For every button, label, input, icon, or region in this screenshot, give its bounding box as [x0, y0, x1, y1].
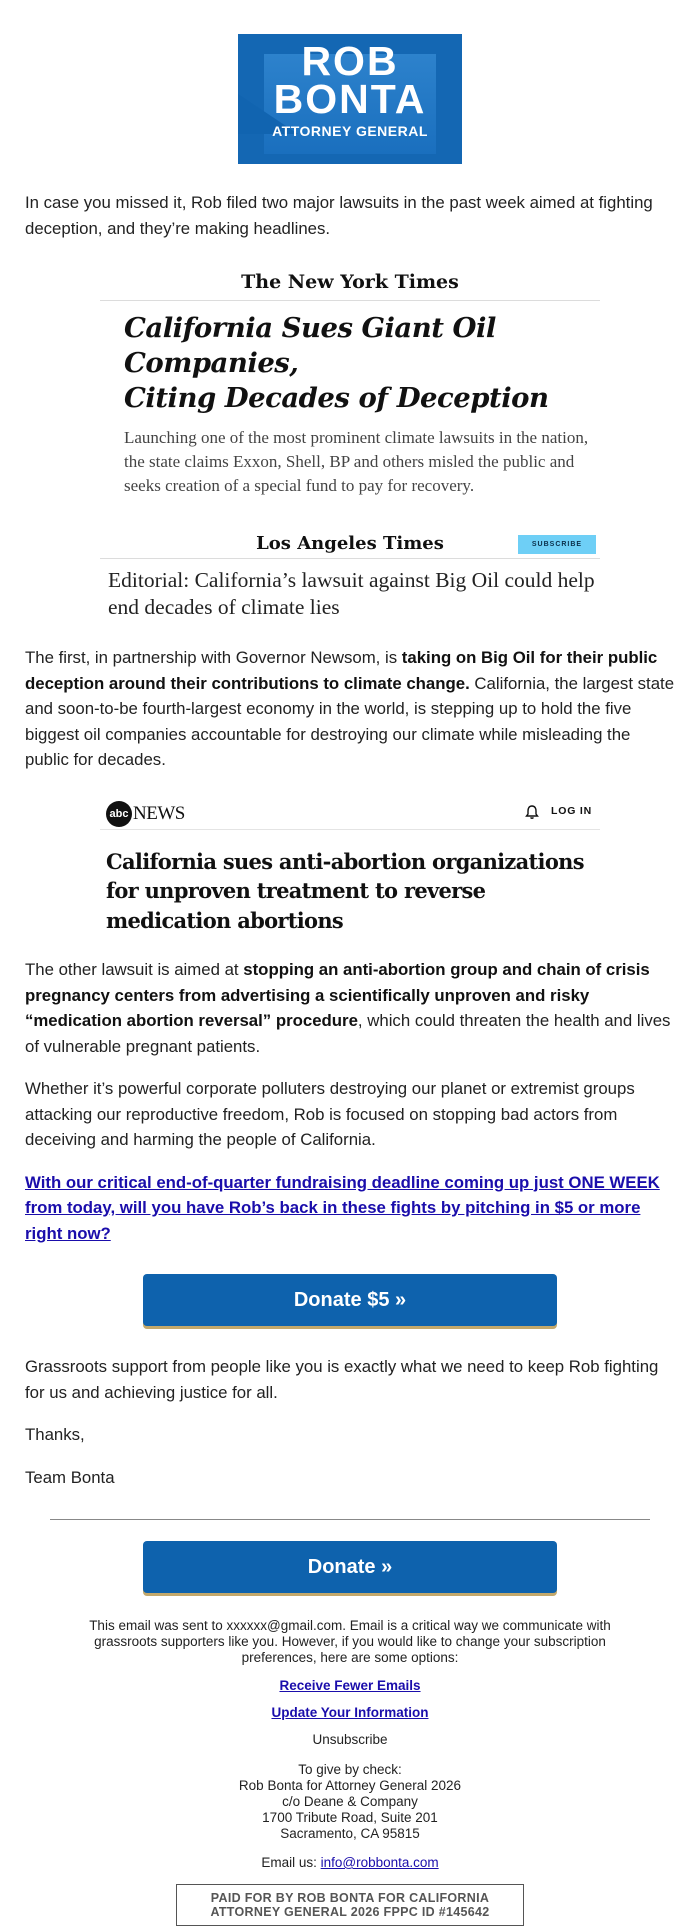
paragraph-grassroots: Grassroots support from people like you is exactly what we need to keep Rob fighting for us and achieving justice for all.	[25, 1357, 659, 1402]
bell-icon	[524, 804, 540, 820]
abc-headline-line2: for unproven treatment to reverse	[106, 878, 486, 903]
abc-news-header	[100, 795, 600, 829]
nyt-masthead: The New York Times	[241, 271, 459, 293]
logo-line-attorney-general: ATTORNEY GENERAL	[272, 123, 428, 139]
paragraph-big-oil-c: California, the largest state and soon-to-be fourth-largest economy in the world, is stepping up to hold the five biggest oil companies accountable for destroying our climate while misleading the public for decades.	[25, 673, 675, 769]
footer-fewer-row	[0, 1678, 700, 1694]
paragraph-big-oil	[0, 645, 700, 773]
nyt-headline-line1: California Sues Giant Oil Companies,	[124, 312, 496, 379]
intro-paragraph: In case you missed it, Rob filed two major lawsuits in the past week aimed at fighting deception, and they’re making headlines.	[25, 193, 653, 238]
abc-headline-line1: California sues anti-abortion organizations	[106, 848, 584, 874]
donate-5-button[interactable]: Donate $5 »	[143, 1274, 557, 1326]
email-us-label: Email us:	[261, 1855, 321, 1870]
latimes-clipping	[100, 532, 600, 621]
check-line-3: c/o Deane & Company	[282, 1794, 418, 1809]
latimes-masthead: Los Angeles Times	[256, 533, 444, 554]
nyt-headline-line2: Citing Decades of Deception	[124, 382, 549, 414]
paid-for-disclaimer	[176, 1884, 524, 1926]
paragraph-abortion-bold: stopping an anti-abortion group and chain of crisis pregnancy centers from advertising a scientifically unproven and risky “medication abortion reversal” procedure	[25, 960, 650, 1030]
check-address-block	[0, 1762, 700, 1842]
abc-login-label: LOG IN	[551, 804, 592, 817]
donate-button[interactable]: Donate »	[143, 1541, 557, 1593]
abc-headline	[106, 847, 600, 936]
abc-headline-line3: medication abortions	[106, 907, 344, 933]
logo-line-rob: ROB	[301, 38, 399, 84]
check-line-4: 1700 Tribute Road, Suite 201	[262, 1810, 438, 1825]
latimes-headline: Editorial: California’s lawsuit against Big Oil could help end decades of climate lies	[108, 568, 595, 619]
logo-line-bonta: BONTA	[273, 76, 427, 122]
nyt-clipping	[100, 268, 600, 498]
check-line-5: Sacramento, CA 95815	[280, 1826, 420, 1841]
paragraph-bad-actors: Whether it’s powerful corporate polluters destroying our planet or extremist groups attacking our reproductive freedom, Rob is focused on stopping bad actors from deceiving and harming the people of California.	[25, 1079, 635, 1149]
abc-divider	[100, 829, 600, 830]
footer-notice: This email was sent to xxxxxx@gmail.com. Email is a critical way we communicate with grassroots supporters like you. However, if you would like to change your subscription preferences, here are some options:	[89, 1618, 611, 1665]
check-line-1: To give by check:	[298, 1762, 402, 1777]
unsubscribe-link[interactable]: Unsubscribe	[312, 1732, 388, 1747]
fundraising-cta-link[interactable]: With our critical end-of-quarter fundraising deadline coming up just ONE WEEK from today, will you have Rob’s back in these fights by pitching in $5 or more right now?	[25, 1172, 660, 1243]
receive-fewer-emails-link[interactable]: Receive Fewer Emails	[279, 1678, 421, 1693]
email-body	[0, 34, 700, 1926]
thanks-text: Thanks,	[25, 1425, 85, 1444]
email-us-row	[0, 1855, 700, 1871]
paragraph-big-oil-a: The first, in partnership with Governor Newsom, is	[25, 648, 402, 667]
latimes-subscribe-badge: SUBSCRIBE	[518, 535, 596, 554]
latimes-divider	[100, 558, 600, 559]
rob-bonta-logo	[238, 34, 462, 164]
abc-logo-news: NEWS	[133, 802, 185, 824]
paragraph-abortion-c: , which could threaten the health and lives of vulnerable pregnant patients.	[25, 1011, 671, 1056]
abc-news-clipping	[100, 795, 600, 936]
nyt-divider	[100, 300, 600, 301]
paragraph-big-oil-bold: taking on Big Oil for their public deception around their contributions to climate change.	[25, 648, 658, 693]
footer-update-row	[0, 1705, 700, 1721]
check-line-2: Rob Bonta for Attorney General 2026	[238, 1778, 462, 1793]
abc-logo-mark: abc	[106, 801, 132, 827]
paid-line-1: PAID FOR BY ROB BONTA FOR CALIFORNIA	[210, 1891, 490, 1905]
paragraph-abortion-a: The other lawsuit is aimed at	[25, 960, 244, 979]
paragraph-abortion	[0, 957, 700, 1059]
update-information-link[interactable]: Update Your Information	[271, 1705, 429, 1720]
nyt-headline	[124, 311, 600, 416]
latimes-masthead-bar	[100, 532, 600, 556]
email-us-link[interactable]: info@robbonta.com	[320, 1855, 439, 1870]
paid-line-2: ATTORNEY GENERAL 2026 FPPC ID #145642	[210, 1905, 490, 1919]
signoff-text: Team Bonta	[25, 1467, 115, 1487]
nyt-dek: Launching one of the most prominent climate lawsuits in the nation, the state claims Exxon, Shell, BP and others misled the public and seeks creation of a special fund to pay for recovery.	[124, 428, 589, 495]
